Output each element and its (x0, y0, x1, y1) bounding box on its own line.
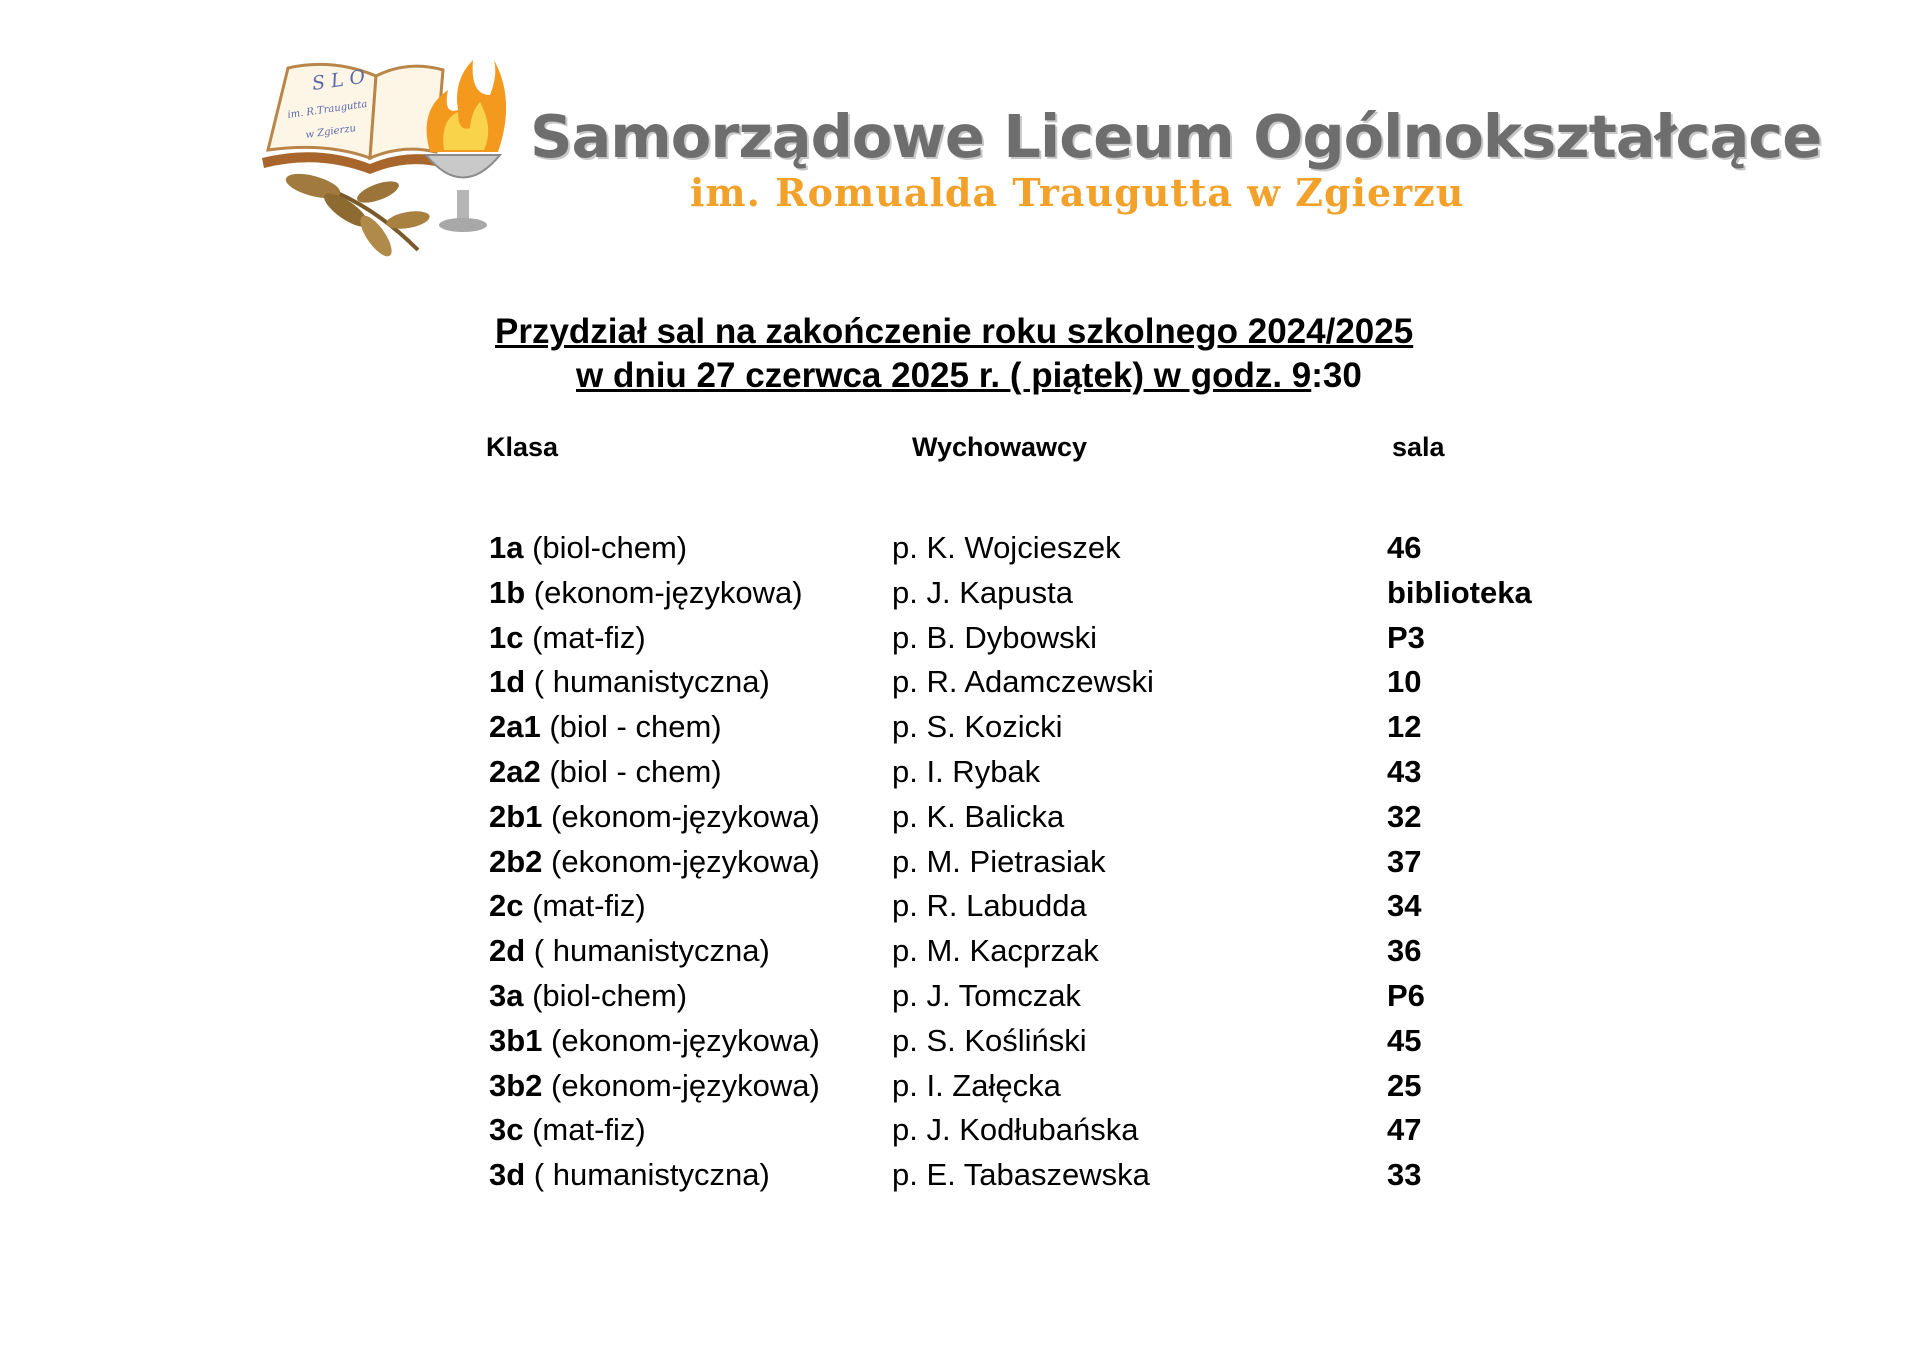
teacher-cell: p. M. Kacprzak (892, 933, 1099, 969)
class-cell (489, 978, 687, 1014)
teacher-cell: p. J. Kapusta (892, 574, 1073, 610)
class-code: 1b (489, 574, 526, 610)
class-code: 2b1 (489, 798, 543, 834)
class-cell (489, 575, 803, 611)
teacher-cell: p. I. Załęcka (892, 1067, 1061, 1103)
list-item (0, 1112, 1920, 1157)
room-cell: 10 (1387, 664, 1422, 700)
teacher-cell: p. R. Adamczewski (892, 664, 1154, 700)
room-cell: 36 (1387, 933, 1422, 969)
class-cell (489, 1023, 820, 1059)
class-profile: (ekonom-językowa) (542, 1067, 820, 1103)
list-item (0, 1068, 1920, 1113)
class-code: 2a1 (489, 709, 541, 745)
room-cell: 12 (1387, 709, 1422, 745)
teacher-cell: p. K. Wojcieszek (892, 530, 1121, 565)
room-cell: 25 (1387, 1067, 1422, 1103)
class-profile: (ekonom-językowa) (542, 798, 820, 834)
class-code: 2b2 (489, 843, 543, 879)
class-code: 3c (489, 1112, 524, 1148)
teacher-cell: p. S. Kośliński (892, 1022, 1087, 1058)
room-cell: P6 (1387, 977, 1425, 1013)
class-profile: (mat-fiz) (523, 888, 646, 924)
title-line-2-underlined: w dniu 27 czerwca 2025 r. ( piątek) w godz. 9 (576, 356, 1312, 395)
teacher-cell: p. M. Pietrasiak (892, 843, 1106, 879)
room-cell: 32 (1387, 798, 1422, 834)
list-item (0, 933, 1920, 978)
class-profile: (biol-chem) (523, 977, 688, 1013)
class-profile: (biol - chem) (540, 753, 722, 789)
teacher-cell: p. B. Dybowski (892, 619, 1098, 655)
room-cell: 47 (1387, 1112, 1422, 1148)
room-cell: 43 (1387, 753, 1422, 789)
class-cell (489, 888, 646, 924)
list-item (0, 575, 1920, 620)
school-logo (258, 40, 518, 270)
teacher-cell: p. R. Labudda (892, 888, 1087, 924)
class-profile: (ekonom-językowa) (542, 1022, 820, 1058)
room-cell: biblioteka (1387, 574, 1532, 610)
logo-text-patron: im. R.Traugutta (286, 98, 369, 121)
list-item (0, 1023, 1920, 1068)
class-code: 3b2 (489, 1067, 543, 1103)
title-line-2-rest: :30 (1311, 356, 1362, 395)
header-klasa: Klasa (486, 432, 559, 462)
school-name: Samorządowe Liceum Ogólnokształcące (530, 102, 1822, 171)
logo-text-city: w Zgierzu (304, 123, 357, 141)
class-cell (489, 530, 687, 566)
room-cell: 34 (1387, 888, 1422, 924)
class-profile: (biol-chem) (523, 530, 688, 565)
teacher-cell: p. J. Tomczak (892, 977, 1081, 1013)
class-code: 2c (489, 888, 524, 924)
class-profile: (ekonom-językowa) (542, 843, 820, 879)
list-item (0, 664, 1920, 709)
list-item (0, 620, 1920, 665)
class-code: 1c (489, 619, 524, 655)
class-profile: (mat-fiz) (523, 1112, 646, 1148)
header-sala: sala (1392, 432, 1445, 462)
class-cell (489, 933, 770, 969)
class-code: 3b1 (489, 1022, 543, 1058)
list-item (0, 530, 1920, 575)
class-cell (489, 844, 820, 880)
class-cell (489, 754, 722, 790)
list-item (0, 799, 1920, 844)
class-profile: (biol - chem) (540, 709, 722, 745)
class-profile: (mat-fiz) (523, 619, 646, 655)
class-cell (489, 799, 820, 835)
class-cell (489, 664, 770, 700)
list-item (0, 709, 1920, 754)
class-code: 1a (489, 530, 524, 565)
teacher-cell: p. I. Rybak (892, 753, 1041, 789)
class-profile: ( humanistyczna) (525, 933, 770, 969)
title-line-1: Przydział sal na zakończenie roku szkolnego 2024/2025 (495, 312, 1414, 351)
room-cell: P3 (1387, 619, 1425, 655)
room-cell: 45 (1387, 1022, 1422, 1058)
logo-text-slo: S L O (310, 65, 367, 95)
list-item (0, 888, 1920, 933)
class-code: 3a (489, 977, 524, 1013)
teacher-cell: p. K. Balicka (892, 798, 1065, 834)
class-cell (489, 1157, 770, 1193)
room-cell: 37 (1387, 843, 1422, 879)
teacher-cell: p. S. Kozicki (892, 709, 1063, 745)
list-item (0, 1157, 1920, 1202)
class-cell (489, 1068, 820, 1104)
title-line-2 (576, 356, 1362, 396)
teacher-cell: p. J. Kodłubańska (892, 1112, 1139, 1148)
class-cell (489, 620, 646, 656)
class-profile: ( humanistyczna) (525, 1157, 770, 1193)
class-code: 2a2 (489, 753, 541, 789)
school-header (0, 0, 1920, 280)
class-cell (489, 709, 722, 745)
school-patron: im. Romualda Traugutta w Zgierzu (690, 170, 1465, 215)
teacher-cell: p. E. Tabaszewska (892, 1157, 1150, 1193)
class-cell (489, 1112, 646, 1148)
room-cell: 46 (1387, 530, 1422, 565)
list-item (0, 754, 1920, 799)
list-item (0, 844, 1920, 889)
room-cell: 33 (1387, 1157, 1422, 1193)
class-profile: ( humanistyczna) (525, 664, 770, 700)
class-code: 3d (489, 1157, 526, 1193)
class-code: 2d (489, 933, 526, 969)
class-code: 1d (489, 664, 526, 700)
list-item (0, 978, 1920, 1023)
class-profile: (ekonom-językowa) (525, 574, 803, 610)
header-wychowawcy: Wychowawcy (912, 432, 1088, 462)
assignment-list (0, 530, 1920, 1202)
